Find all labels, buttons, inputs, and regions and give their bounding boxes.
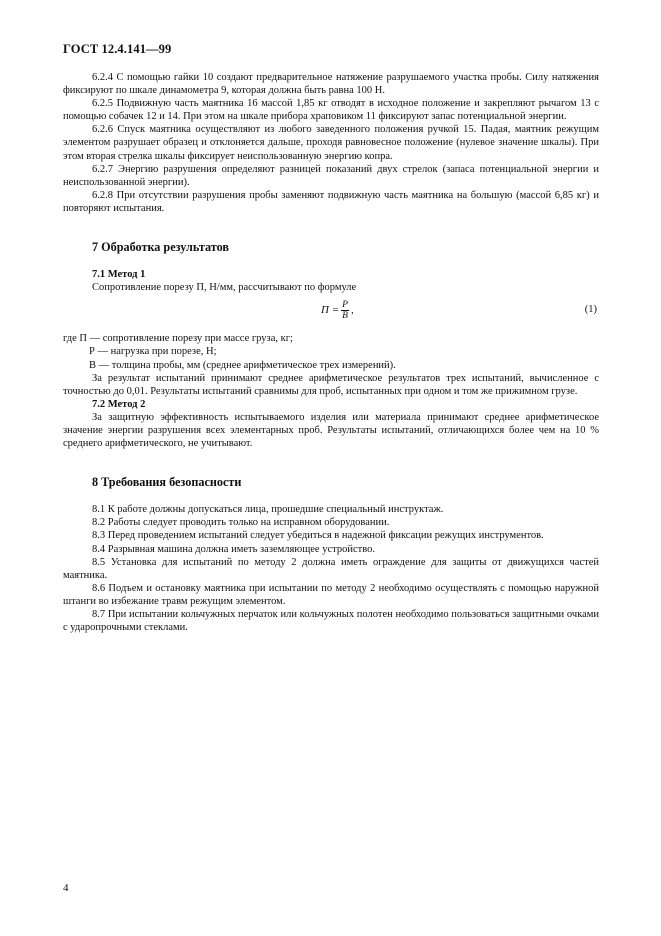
legend-item: В — толщина пробы, мм (среднее арифметическое трех измерений).: [89, 359, 396, 371]
formula-denominator: B: [342, 311, 348, 322]
safety-item: 8.7 При испытании кольчужных перчаток или кольчужных полотен необходимо пользоваться защитными очками с ударопрочными стеклами.: [63, 609, 599, 634]
paragraph-6-2-4: 6.2.4 С помощью гайки 10 создают предварительное натяжение разрушаемого участка пробы. Силу натяжения фиксируют по шкале динамометра 9, которая должна быть равна 100 Н.: [63, 72, 599, 97]
safety-item: 8.3 Перед проведением испытаний следует убедиться в надежной фиксации режущих инструментов.: [92, 530, 544, 542]
safety-item: 8.1 К работе должны допускаться лица, прошедшие специальный инструктаж.: [92, 504, 444, 516]
section-7-heading: 7 Обработка результатов: [92, 240, 229, 255]
safety-item: 8.2 Работы следует проводить только на исправном оборудовании.: [92, 517, 390, 529]
legend-item: где П — сопротивление порезу при массе груза, кг;: [63, 333, 293, 345]
method-2-text: За защитную эффективность испытываемого изделия или материала принимают среднее арифметическое значение энергии разрушения всех элементарных проб. Результаты испытаний, отличающихся более чем на 10 % среднего арифметического, не учитывают.: [63, 411, 599, 450]
formula-tail: ,: [350, 304, 354, 317]
safety-item: 8.6 Подъем и остановку маятника при испытании по методу 2 необходимо осуществлять с помощью наружной штанги во избежание травм режущим элементом.: [63, 582, 599, 607]
paragraph-6-2-5: 6.2.5 Подвижную часть маятника 16 массой 1,85 кг отводят в исходное положение и закрепляют рычагом 13 с помощью собачек 12 и 14. При этом на шкале прибора храповиком 11 фиксируют запас потенциальной энергии.: [63, 98, 599, 123]
method-1-heading: 7.1 Метод 1: [92, 269, 146, 281]
method-1-result: За результат испытаний принимают среднее арифметическое результатов трех испытаний, вычисленное с точностью до 0,01. Результаты испытаний сравнимы для проб, испытанных при одном и том же прижимном грузе.: [63, 372, 599, 397]
safety-item: 8.5 Установка для испытаний по методу 2 должна иметь ограждение для защиты от движущихся частей маятника.: [63, 556, 599, 581]
method-2-heading: 7.2 Метод 2: [92, 398, 146, 410]
formula-legend: [63, 332, 599, 371]
paragraph-6-2-6: 6.2.6 Спуск маятника осуществляют из любого заведенного положения ручкой 15. Падая, маятник режущим элементом разрушает образец и отклоняется дальше, проходя равновесное положение (нулевое значение шкалы). При этом вторая стрелка шкалы фиксирует неиспользованную энергию копра.: [63, 124, 599, 162]
formula-block: [63, 294, 599, 332]
section-8-heading: 8 Требования безопасности: [92, 475, 242, 490]
legend-item: Р — нагрузка при порезе, Н;: [89, 346, 217, 358]
method-1-intro: Сопротивление порезу П, Н/мм, рассчитывают по формуле: [92, 282, 357, 294]
formula-number: (1): [584, 304, 597, 316]
page-header: ГОСТ 12.4.141—99: [63, 42, 172, 56]
formula-lhs: П =: [321, 304, 340, 317]
page-number: 4: [63, 882, 69, 894]
formula: [321, 300, 354, 321]
paragraph-6-2-7: 6.2.7 Энергию разрушения определяют разницей показаний двух стрелок (запаса потенциальной энергии и неиспользованной энергии).: [63, 163, 599, 188]
safety-item: 8.4 Разрывная машина должна иметь заземляющее устройство.: [92, 543, 375, 555]
formula-numerator: P: [342, 300, 348, 311]
paragraph-6-2-8: 6.2.8 При отсутствии разрушения пробы заменяют подвижную часть маятника на большую (массой 6,85 кг) и повторяют испытания.: [63, 189, 599, 214]
document-body: [63, 71, 599, 634]
formula-fraction: [341, 300, 349, 321]
